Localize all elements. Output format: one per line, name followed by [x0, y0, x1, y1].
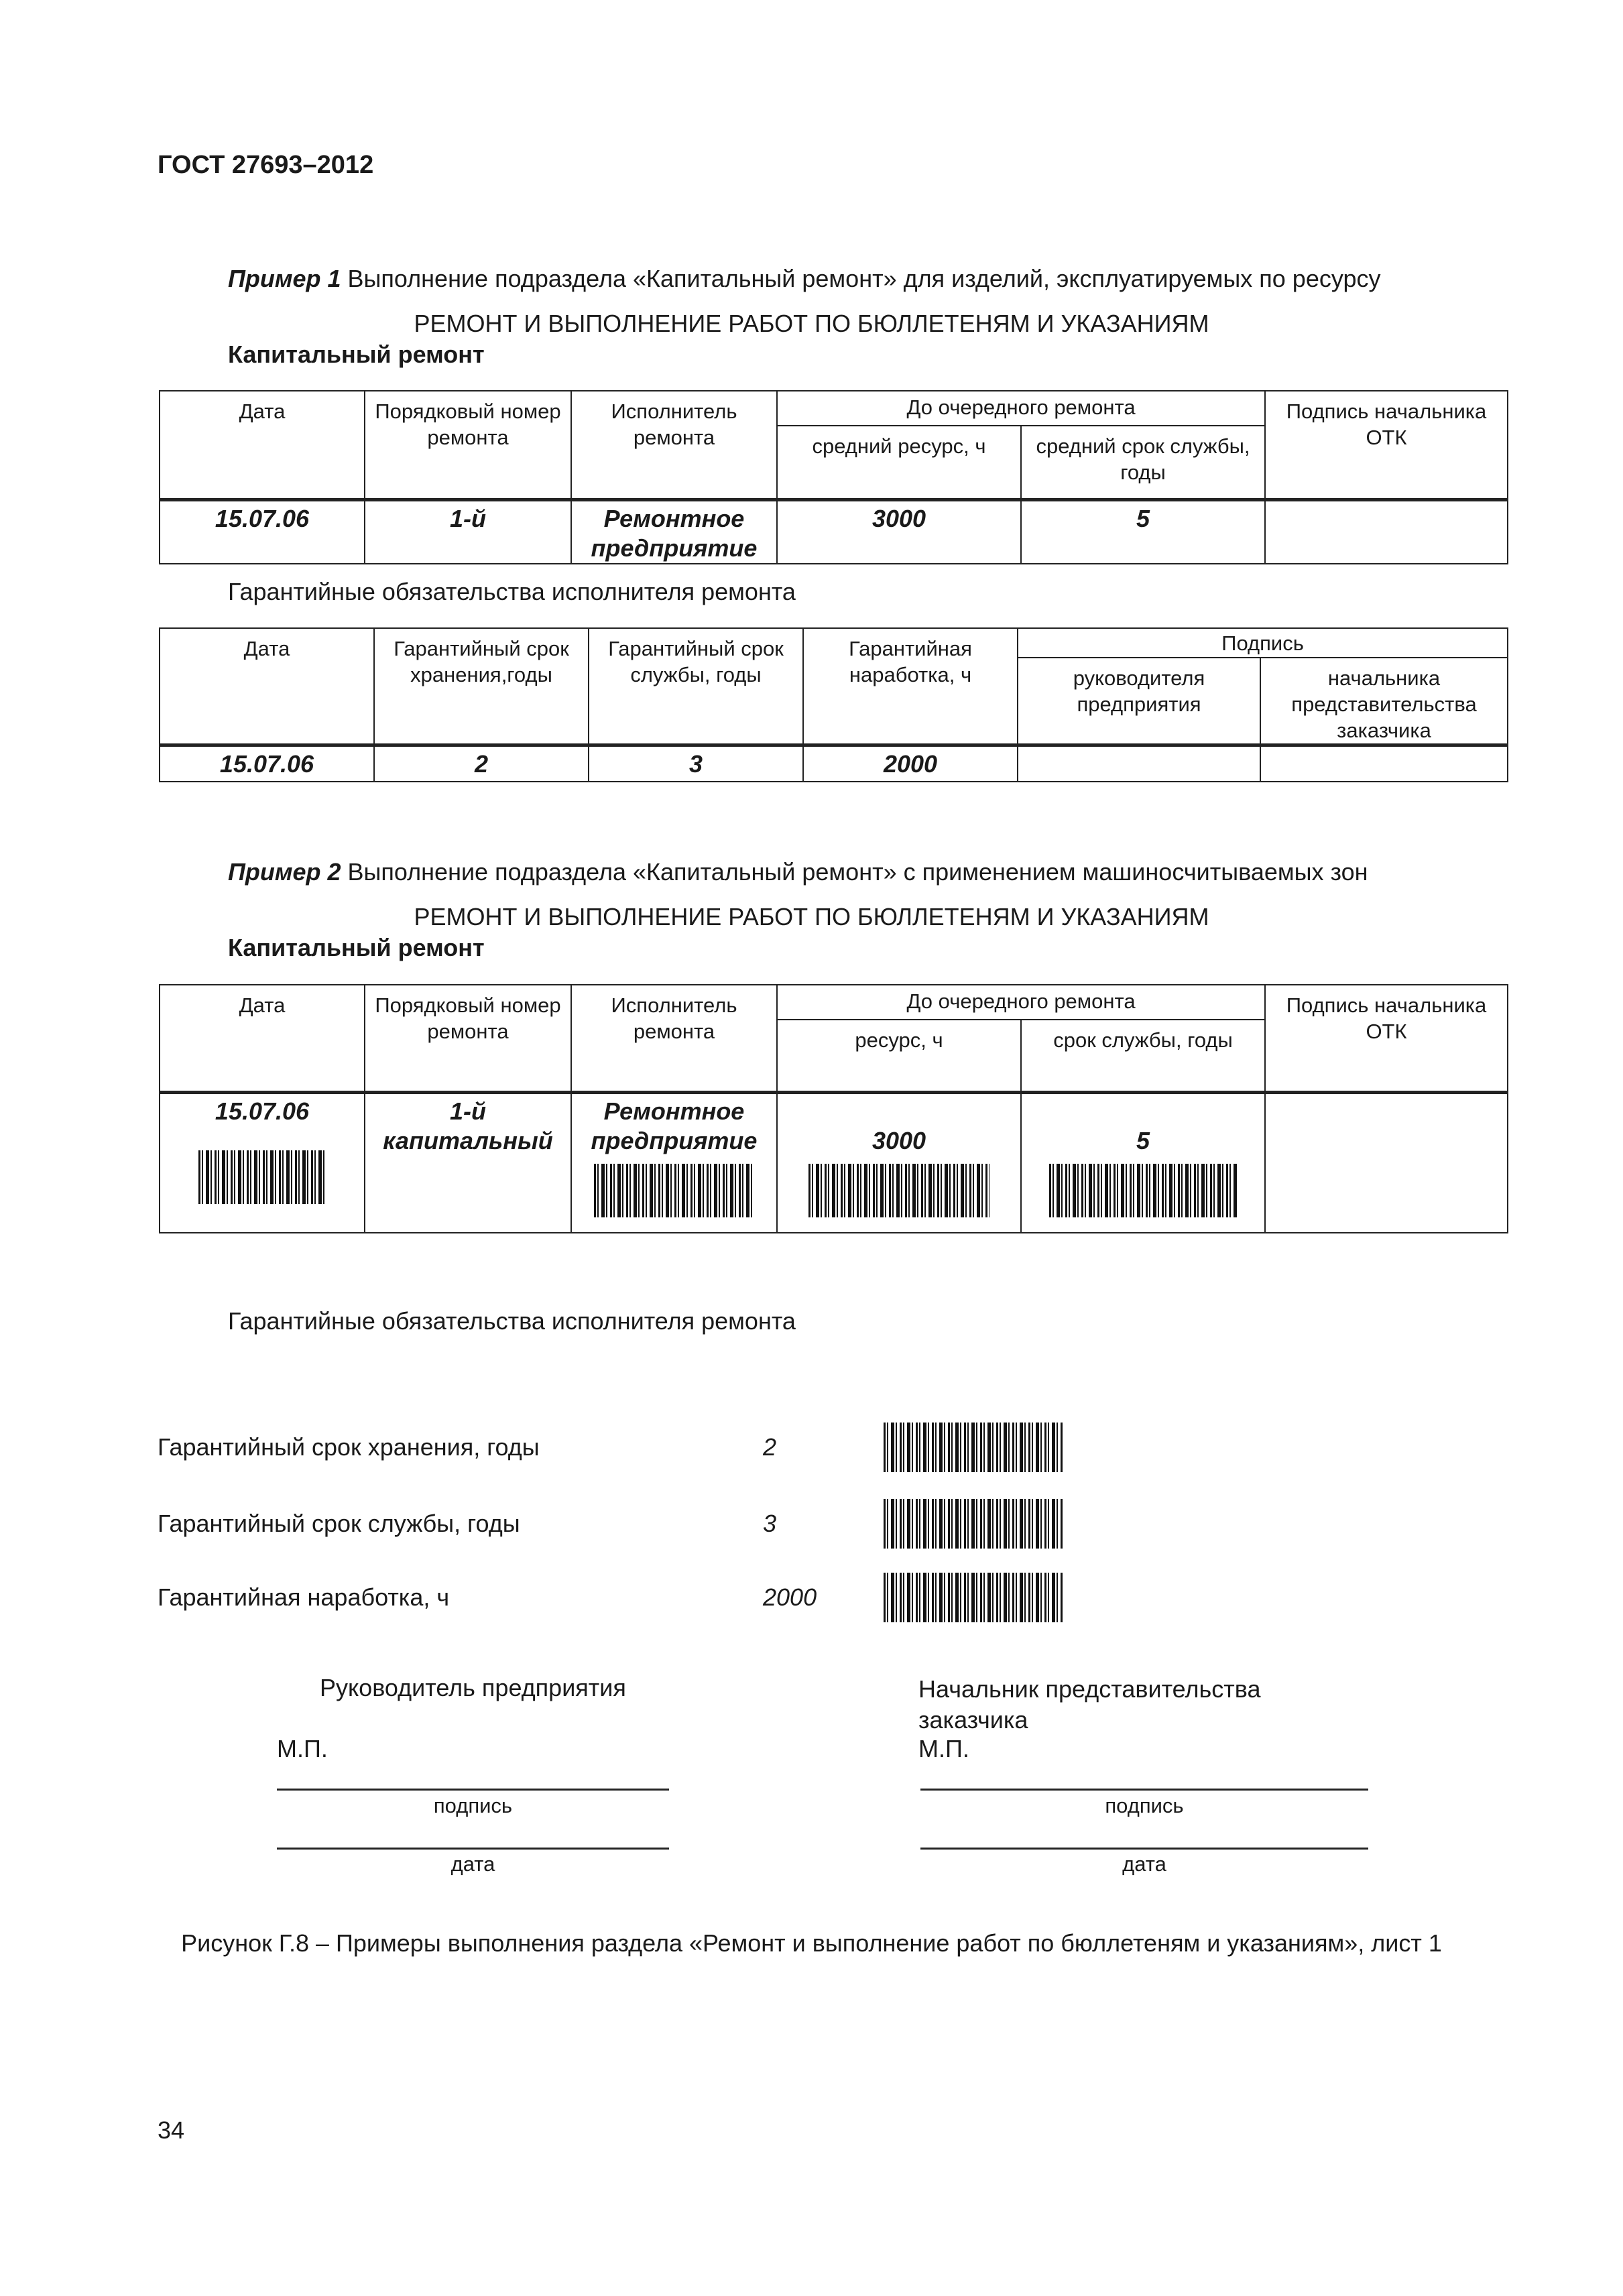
example2-label: Пример 2 — [228, 858, 341, 886]
right-stamp: М.П. — [918, 1735, 969, 1762]
hours-label: Гарантийная наработка, ч — [158, 1583, 450, 1611]
barcode-executor — [594, 1164, 755, 1217]
col-resource-header: средний ресурс, ч — [777, 426, 1021, 499]
right-date-line — [920, 1848, 1368, 1850]
col-life-header: срок службы, годы — [1021, 1020, 1265, 1092]
cell-life: 5 — [1021, 499, 1265, 564]
example2-warranty-title: Гарантийные обязательства исполнителя ремонта — [228, 1307, 796, 1335]
col-life-header: средний срок службы, годы — [1021, 426, 1265, 499]
right-sign-title: Начальник представительства заказчика — [918, 1675, 1261, 1734]
left-signature-caption: подпись — [433, 1794, 513, 1817]
col-head-header: руководителя предприятия — [1018, 658, 1260, 745]
cell-life-value: 5 — [1136, 1126, 1150, 1154]
col-next-repair-header: До очередного ремонта — [777, 391, 1265, 426]
figure-caption: Рисунок Г.8 – Примеры выполнения раздела «Ремонт и выполнение работ по бюллетеням и указаниям», лист 1 — [181, 1929, 1442, 1957]
barcode-date — [198, 1150, 326, 1204]
example1-intro — [228, 265, 1380, 293]
storage-value: 2 — [763, 1433, 777, 1461]
cell-executor: Ремонтное предприятие — [571, 499, 777, 564]
col-rep-header: начальника представительства заказчика — [1260, 658, 1508, 745]
service-value: 3 — [763, 1510, 777, 1537]
cell-date — [160, 1092, 365, 1233]
right-signature-line — [920, 1789, 1368, 1791]
cell-storage: 2 — [374, 745, 589, 782]
cell-executor — [571, 1092, 777, 1233]
col-date-header: Дата — [160, 985, 365, 1092]
col-signature-header: Подпись начальника ОТК — [1265, 985, 1508, 1092]
example2-subheading: Капитальный ремонт — [228, 934, 485, 961]
example1-repair-table — [159, 390, 1508, 564]
example2-intro — [228, 858, 1368, 886]
cell-date-value: 15.07.06 — [215, 1097, 310, 1125]
cell-resource — [777, 1092, 1021, 1233]
col-number-header: Порядковый номер ремонта — [365, 391, 571, 499]
cell-resource: 3000 — [777, 499, 1021, 564]
storage-label: Гарантийный срок хранения, годы — [158, 1433, 540, 1461]
service-label: Гарантийный срок службы, годы — [158, 1510, 520, 1537]
barcode-life — [1049, 1164, 1237, 1217]
cell-executor-value: Ремонтное предприятие — [591, 1097, 758, 1154]
left-sign-title: Руководитель предприятия — [320, 1674, 626, 1701]
cell-signature — [1265, 1092, 1508, 1233]
left-date-line — [277, 1848, 669, 1850]
example1-subheading: Капитальный ремонт — [228, 341, 485, 368]
col-storage-header: Гарантийный срок хранения,годы — [374, 628, 589, 745]
example1-text: Выполнение подраздела «Капитальный ремонт» для изделий, эксплуатируемых по ресурсу — [341, 265, 1381, 292]
cell-life — [1021, 1092, 1265, 1233]
example1-heading: РЕМОНТ И ВЫПОЛНЕНИЕ РАБОТ ПО БЮЛЛЕТЕНЯМ И УКАЗАНИЯМ — [414, 310, 1209, 337]
col-executor-header: Исполнитель ремонта — [571, 391, 777, 499]
right-date-caption: дата — [1122, 1852, 1166, 1876]
col-next-repair-header: До очередного ремонта — [777, 985, 1265, 1020]
cell-number: 1-й — [365, 499, 571, 564]
barcode-service — [884, 1499, 1063, 1549]
cell-head-signature — [1018, 745, 1260, 782]
col-date-header: Дата — [160, 391, 365, 499]
cell-date: 15.07.06 — [160, 499, 365, 564]
col-signature-header: Подпись — [1018, 628, 1508, 658]
example1-warranty-title: Гарантийные обязательства исполнителя ремонта — [228, 578, 796, 605]
right-signature-caption: подпись — [1105, 1794, 1184, 1817]
cell-service: 3 — [589, 745, 803, 782]
barcode-storage — [884, 1423, 1063, 1472]
col-signature-header: Подпись начальника ОТК — [1265, 391, 1508, 499]
cell-resource-value: 3000 — [871, 1126, 926, 1154]
cell-hours: 2000 — [803, 745, 1018, 782]
col-service-header: Гарантийный срок службы, годы — [589, 628, 803, 745]
document-code: ГОСТ 27693–2012 — [158, 151, 374, 179]
cell-number: 1-й капитальный — [365, 1092, 571, 1233]
left-date-caption: дата — [450, 1852, 495, 1876]
cell-rep-signature — [1260, 745, 1508, 782]
hours-value: 2000 — [763, 1583, 817, 1611]
col-number-header: Порядковый номер ремонта — [365, 985, 571, 1092]
left-signature-line — [277, 1789, 669, 1791]
barcode-hours — [884, 1573, 1063, 1622]
barcode-resource — [808, 1164, 989, 1217]
example2-heading: РЕМОНТ И ВЫПОЛНЕНИЕ РАБОТ ПО БЮЛЛЕТЕНЯМ И УКАЗАНИЯМ — [414, 903, 1209, 930]
col-resource-header: ресурс, ч — [777, 1020, 1021, 1092]
col-hours-header: Гарантийная наработка, ч — [803, 628, 1018, 745]
example1-warranty-table — [159, 627, 1508, 782]
page-number: 34 — [158, 2116, 185, 2144]
left-stamp: М.П. — [277, 1735, 328, 1762]
col-executor-header: Исполнитель ремонта — [571, 985, 777, 1092]
cell-date: 15.07.06 — [160, 745, 374, 782]
example1-label: Пример 1 — [228, 265, 341, 292]
col-date-header: Дата — [160, 628, 374, 745]
example2-text: Выполнение подраздела «Капитальный ремонт» с применением машиносчитываемых зон — [341, 858, 1368, 886]
cell-signature — [1265, 499, 1508, 564]
example2-repair-table — [159, 984, 1508, 1233]
